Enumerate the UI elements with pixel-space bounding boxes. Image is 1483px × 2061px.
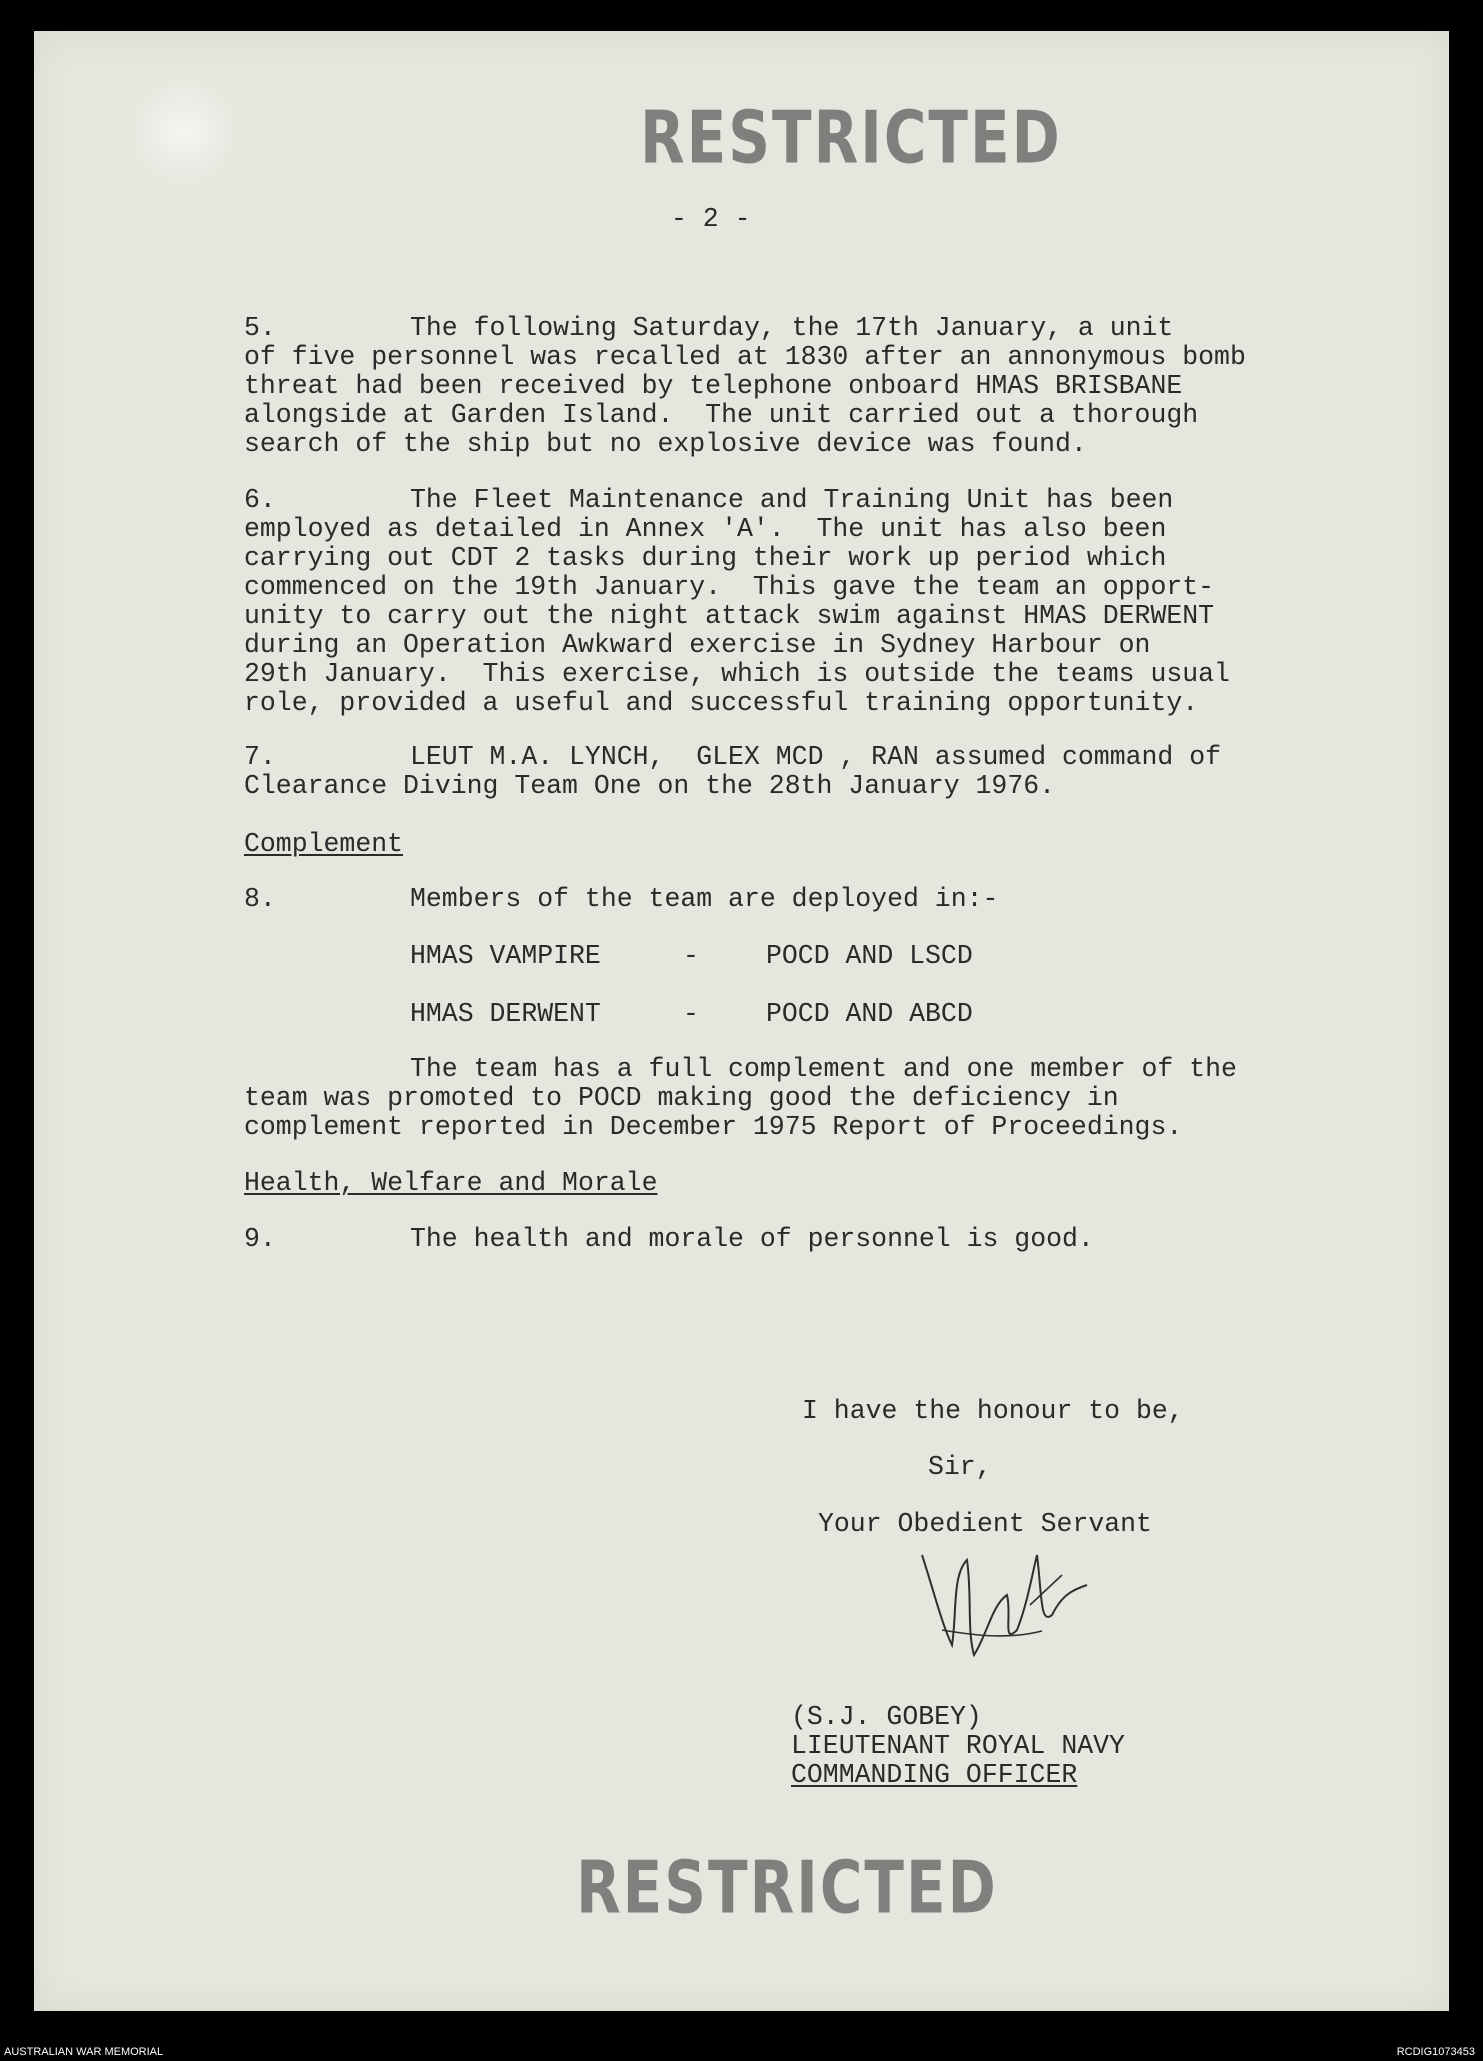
- deployment-dash: -: [683, 999, 699, 1029]
- deployment-dash: -: [683, 941, 699, 971]
- paragraph-5-line: threat had been received by telephone onboard HMAS BRISBANE: [244, 371, 1183, 401]
- restricted-stamp-bottom: RESTRICTED: [576, 1845, 998, 1930]
- paragraph-5-line: alongside at Garden Island. The unit carried out a thorough: [244, 400, 1199, 430]
- signatory-role: COMMANDING OFFICER: [791, 1760, 1078, 1790]
- restricted-stamp-top: RESTRICTED: [640, 95, 1062, 180]
- paragraph-6-line: 29th January. This exercise, which is outside the teams usual: [244, 659, 1230, 689]
- complement-line: complement reported in December 1975 Report of Proceedings.: [244, 1112, 1183, 1142]
- paragraph-7-first-line: LEUT M.A. LYNCH, GLEX MCD , RAN assumed command of: [410, 742, 1222, 772]
- paragraph-6-line: employed as detailed in Annex 'A'. The unit has also been: [244, 514, 1167, 544]
- deployment-ship: HMAS DERWENT: [410, 999, 601, 1029]
- paragraph-5-number: 5.: [244, 313, 276, 343]
- paragraph-5-line: search of the ship but no explosive device was found.: [244, 429, 1087, 459]
- paragraph-6-number: 6.: [244, 485, 276, 515]
- health-heading: Health, Welfare and Morale: [244, 1168, 658, 1198]
- paragraph-9-number: 9.: [244, 1224, 276, 1254]
- complement-line: team was promoted to POCD making good the deficiency in: [244, 1083, 1119, 1113]
- footer-record-id: RCDIG1073453: [1396, 2046, 1475, 2058]
- paragraph-8-intro: Members of the team are deployed in:-: [410, 884, 999, 914]
- signature-icon: [912, 1535, 1092, 1685]
- paragraph-5-line: of five personnel was recalled at 1830 after an annonymous bomb: [244, 342, 1246, 372]
- paragraph-6-line: during an Operation Awkward exercise in Sydney Harbour on: [244, 630, 1151, 660]
- signatory-rank: LIEUTENANT ROYAL NAVY: [791, 1731, 1125, 1761]
- complement-heading: Complement: [244, 829, 404, 859]
- paragraph-7-number: 7.: [244, 742, 276, 772]
- paragraph-8-number: 8.: [244, 884, 276, 914]
- paragraph-5-first-line: The following Saturday, the 17th January, a unit: [410, 313, 1174, 343]
- deployment-ship: HMAS VAMPIRE: [410, 941, 601, 971]
- page-number: - 2 -: [671, 204, 751, 234]
- paragraph-9-text: The health and morale of personnel is good.: [410, 1224, 1094, 1254]
- signatory-name: (S.J. GOBEY): [791, 1702, 982, 1732]
- paragraph-6-first-line: The Fleet Maintenance and Training Unit has been: [410, 485, 1174, 515]
- closing-line-2: Sir,: [928, 1452, 992, 1482]
- deployment-members: POCD AND LSCD: [766, 941, 973, 971]
- paragraph-6-line: role, provided a useful and successful training opportunity.: [244, 688, 1199, 718]
- complement-first-line: The team has a full complement and one member of the: [410, 1054, 1237, 1084]
- footer-archive-label: AUSTRALIAN WAR MEMORIAL: [4, 2046, 164, 2058]
- deployment-members: POCD AND ABCD: [766, 999, 973, 1029]
- closing-line-3: Your Obedient Servant: [818, 1509, 1152, 1539]
- paragraph-6-line: carrying out CDT 2 tasks during their work up period which: [244, 543, 1167, 573]
- paragraph-6-line: commenced on the 19th January. This gave the team an opport-: [244, 572, 1215, 602]
- closing-line-1: I have the honour to be,: [802, 1396, 1184, 1426]
- paragraph-7-line: Clearance Diving Team One on the 28th January 1976.: [244, 771, 1056, 801]
- paper-crease: [124, 71, 244, 191]
- paragraph-6-line: unity to carry out the night attack swim against HMAS DERWENT: [244, 601, 1215, 631]
